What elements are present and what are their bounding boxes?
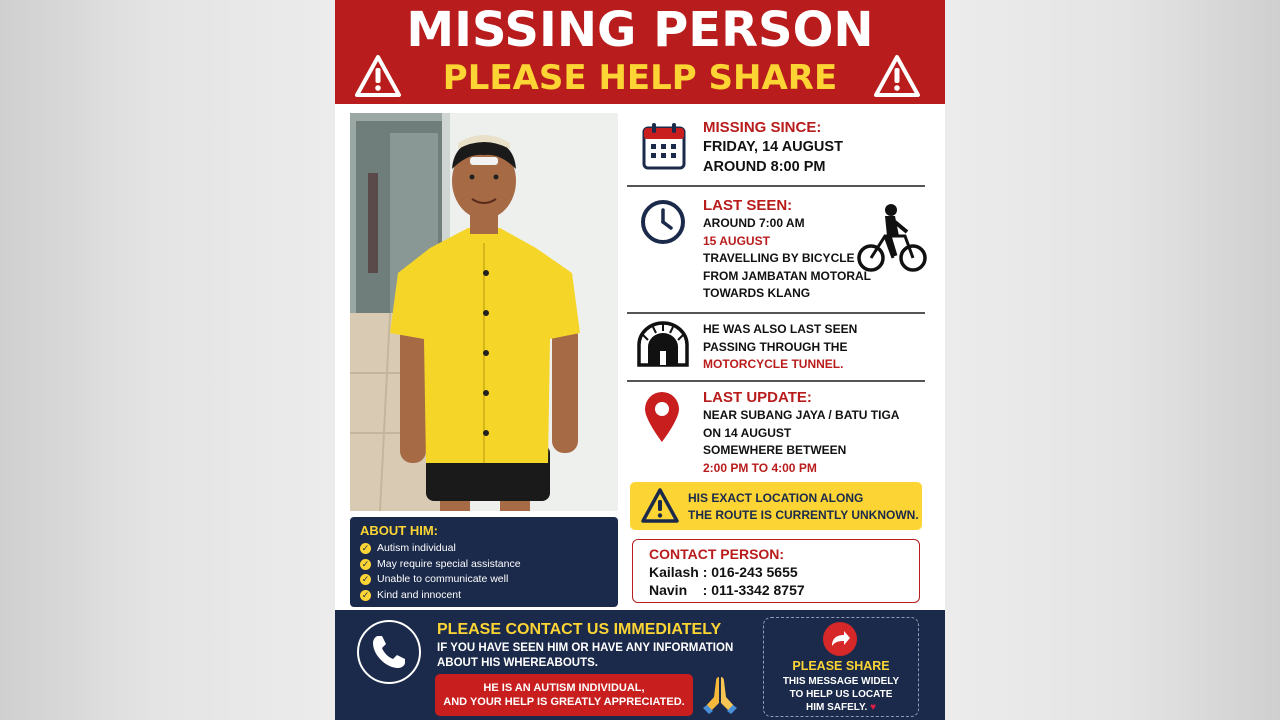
last-seen-time: AROUND 7:00 AM — [703, 216, 805, 230]
tunnel-icon — [635, 321, 691, 367]
poster-footer — [335, 610, 945, 720]
last-seen-date: 15 AUGUST — [703, 233, 770, 248]
about-list — [360, 541, 608, 603]
contact-kailash[interactable]: Kailash : 016-243 5655 — [649, 564, 798, 580]
check-icon: ✓ — [361, 589, 370, 600]
last-seen-title: LAST SEEN: — [703, 197, 793, 214]
divider — [627, 312, 925, 314]
phone-icon — [357, 620, 421, 684]
last-seen-from: FROM JAMBATAN MOTORAL — [703, 268, 871, 283]
list-item: ✓ May require special assistance — [361, 557, 521, 570]
last-update-location: NEAR SUBANG JAYA / BATU TIGA — [703, 408, 900, 422]
bicycle-icon — [855, 202, 929, 276]
last-update-date: ON 14 AUGUST — [703, 425, 792, 440]
check-icon: ✓ — [361, 574, 370, 585]
contact-navin[interactable]: Navin : 011-3342 8757 — [649, 582, 805, 598]
missing-since-title: MISSING SINCE: — [703, 119, 822, 136]
tunnel-section — [703, 321, 933, 374]
appeal-banner: HE IS AN AUTISM INDIVIDUAL, AND YOUR HELP IS GREATLY APPRECIATED. — [435, 674, 693, 716]
contact-person-box — [632, 539, 920, 603]
calendar-icon — [641, 121, 687, 171]
contact-title: CONTACT PERSON: — [649, 546, 785, 562]
tunnel-line-3: MOTORCYCLE TUNNEL. — [703, 357, 844, 371]
clock-icon — [639, 198, 687, 246]
footer-title: PLEASE CONTACT US IMMEDIATELY — [437, 621, 722, 638]
warning-triangle-icon — [354, 54, 402, 98]
list-item: ✓ Unable to communicate well — [361, 573, 509, 585]
warning-icon — [640, 487, 680, 524]
share-arrow-icon[interactable] — [823, 622, 857, 656]
location-unknown-text: HIS EXACT LOCATION ALONG THE ROUTE IS CURRENTLY UNKNOWN. — [688, 491, 919, 522]
check-icon: ✓ — [361, 558, 370, 569]
check-icon: ✓ — [361, 543, 370, 554]
heart-icon: ♥ — [870, 702, 877, 713]
about-him-box — [350, 517, 618, 607]
last-update-section — [703, 389, 933, 477]
divider — [627, 380, 925, 382]
share-text: THIS MESSAGE WIDELY TO HELP US LOCATE HIM SAFELY. ♥ — [782, 676, 900, 713]
warning-triangle-icon — [873, 54, 921, 98]
footer-text: IF YOU HAVE SEEN HIM OR HAVE ANY INFORMATION ABOUT HIS WHEREABOUTS. — [437, 642, 734, 669]
last-seen-travel: TRAVELLING BY BICYCLE — [703, 251, 855, 265]
last-seen-towards: TOWARDS KLANG — [703, 286, 811, 300]
missing-person-photo — [350, 113, 618, 511]
last-update-timespan: 2:00 PM TO 4:00 PM — [703, 460, 817, 475]
share-title: PLEASE SHARE — [792, 659, 890, 673]
poster-header — [335, 0, 945, 104]
tunnel-line-1: HE WAS ALSO LAST SEEN — [703, 322, 858, 336]
about-title: ABOUT HIM: — [360, 523, 438, 538]
last-update-between: SOMEWHERE BETWEEN — [703, 443, 847, 457]
praying-hands-icon — [699, 673, 741, 715]
share-box — [763, 617, 919, 717]
missing-person-poster — [335, 0, 945, 720]
list-item: ✓ Autism individual — [361, 542, 456, 554]
map-pin-icon — [642, 390, 682, 444]
poster-title: MISSING PERSON — [406, 2, 874, 58]
poster-subtitle: PLEASE HELP SHARE — [442, 58, 838, 98]
missing-date: FRIDAY, 14 AUGUST — [703, 139, 843, 155]
missing-since-section — [703, 119, 933, 177]
list-item: ✓ Kind and innocent — [361, 588, 462, 601]
tunnel-line-2: PASSING THROUGH THE — [703, 339, 848, 354]
last-update-title: LAST UPDATE: — [703, 389, 812, 406]
location-unknown-banner — [630, 482, 922, 530]
missing-time: AROUND 8:00 PM — [703, 159, 826, 175]
divider — [627, 185, 925, 187]
